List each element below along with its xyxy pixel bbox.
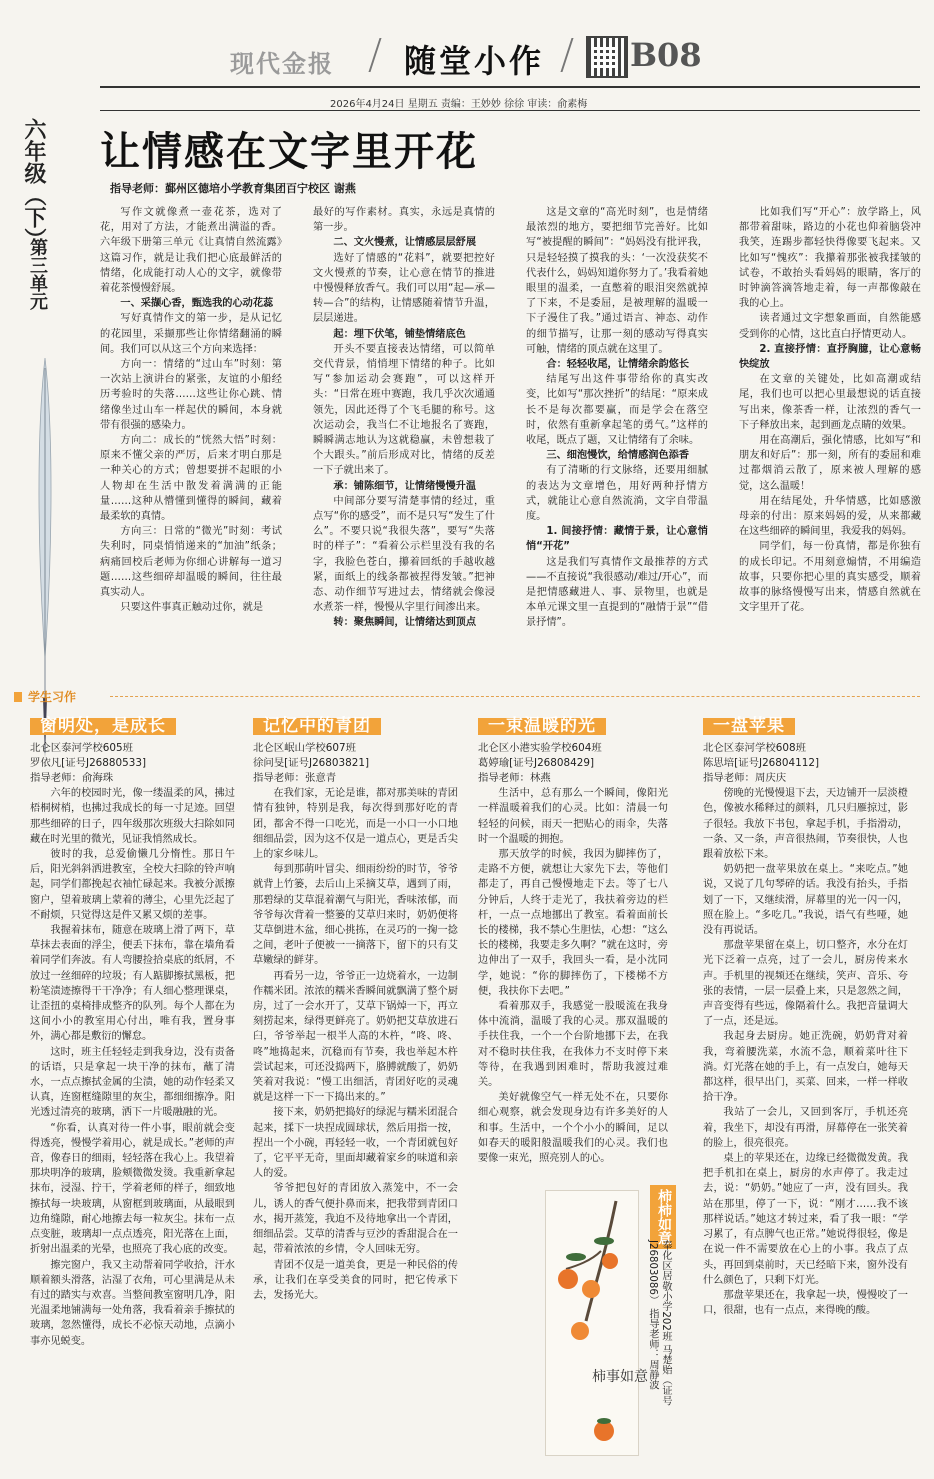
paragraph: 方向二：成长的“恍然大悟”时刻：原来不懂父亲的严厉，后来才明白那是一种关心的方式；曾想要拼不起眼的小人物却在生活中散发着满满的正能量……这种从懵懂到懂得的瞬间，藏着最柔软的真情。 <box>100 435 282 523</box>
paragraph: 我起身去厨房。她正洗碗，奶奶背对着我，弯着腰洗菜，水流不急，顺着菜叶往下淌。灯光落在她的手上，有一点发白，她每天都这样，很早出门，买菜、回来，一样一样收拾干净。 <box>703 1031 908 1104</box>
article-column-1 <box>100 205 282 615</box>
artwork-tag: 柿柿如意 <box>650 1185 676 1249</box>
paragraph: 方向一：情绪的“过山车”时刻：第一次站上演讲台的紧张，友谊的小船经历考验时的失落……这些让你心跳、情绪像坐过山车一样起伏的瞬间，本身就带有很强的感染力。 <box>100 359 282 431</box>
essay-author: 葛婷瑜[证号J26808429] <box>478 757 595 770</box>
qr-code-icon[interactable] <box>586 36 628 78</box>
subheading: 1. 间接抒情：藏情于景，让心意悄悄“开花” <box>526 526 708 553</box>
essay-school: 北仑区岷山学校607班 <box>253 742 356 755</box>
subheading: 2. 直接抒情：直抒胸臆，让心意畅快绽放 <box>739 343 921 371</box>
rule <box>100 86 920 88</box>
paragraph: 看着那双手，我感觉一股暖流在我身体中流淌，温暖了我的心灵。那双温暖的手扶住我，一个一个台阶地挪下去，在我对不稳时扶住我，在我体力不支时停下来等待，在我遇到困难时，帮助我渡过难关。 <box>478 1001 668 1089</box>
paragraph: 同学们，每一份真情，都是你独有的成长印记。不用刻意煽情，不用编造故事，只要你把心里的真实感受，顺着故事的脉络慢慢写出来，情感自然就在文字里开了花。 <box>739 541 921 614</box>
paragraph: 只要这件事真正触动过你，就是 <box>120 602 264 614</box>
divider-slash <box>368 38 381 72</box>
calligraphy-text: 柿事如意 <box>592 1369 648 1385</box>
masthead <box>0 0 934 90</box>
paragraph: 我握着抹布，随意在玻璃上滑了两下，草草抹去表面的浮尘，便丢下抹布，靠在墙角看着同学们奔波。有人弯腰捡拾桌底的纸屑，不放过一丝细碎的垃圾；有人踮脚擦拭黑板，把粉笔渍迹擦得干干净净；有人细心整理课桌，让歪扭的桌椅排成整齐的队列。每个人都在为这间小小的教室用心付出，唯有我，置身事外，满心都是敷衍的懈怠。 <box>30 925 235 1043</box>
article-headline: 让情感在文字里开花 <box>100 129 478 175</box>
paragraph: 方向三：日常的“微光”时刻：考试失利时，同桌悄悄递来的“加油”纸条；病痛回校后老师为你细心讲解每一道习题……这些细碎却温暖的瞬间，往往最真实动人。 <box>100 526 282 599</box>
paragraph: 比如我们写“开心”：放学路上，风都带着甜味，路边的小花也仰着脑袋冲我笑，连踢步都轻快得像要飞起来。又比如写“愧疚”：我攥着那张被我揉皱的试卷，不敢抬头看妈妈的眼睛，客厅的时钟滴答滴答地走着，每一声都像敲在我的心上。 <box>739 207 921 310</box>
unit-label: 第三单元 <box>27 238 48 310</box>
subheading: 合：轻轻收尾，让情绪余韵悠长 <box>546 359 690 371</box>
paragraph: 这时，班主任轻轻走到我身边，没有责备的话语，只是拿起一块干净的抹布，蘸了清水，一点点擦拭金属的尘渍，她的动作轻柔又认真，连窗框缝隙里的灰尘，都细细擦净。阳光透过清亮的玻璃，洒下一片暖融融的光。 <box>30 1046 235 1119</box>
paragraph: 再看另一边，爷爷正一边烧着水，一边制作糯米团。浓浓的糯米香瞬间就飘满了整个厨房，过了一会水开了，艾草下锅焯一下，再立刻捞起来，绿得更鲜亮了。奶奶把艾草放进石臼，爷爷举起一根半人高的木杵，“咚、咚、咚”地捣起来，沉稳而有节奏，我也举起木杵尝试起来，可还没捣两下，胳膊就酸了，奶奶笑着对我说：“慢工出细活，青团好吃的灵魂就是这样一下一下捣出来的。” <box>253 970 458 1104</box>
article-column-4 <box>739 205 921 615</box>
paragraph: 最好的写作素材。真实，永远是真情的第一步。 <box>313 207 495 234</box>
paragraph: 擦完窗户，我又主动帮着同学收拾，汗水顺着额头滑落，沾湿了衣角，可心里满是从未有过的踏实与欢喜。当整间教室窗明几净，阳光温柔地铺满每一处角落，我看着亲手擦拭的玻璃，忽然懂得，成长不必惊天动地，点滴小事亦见蜕变。 <box>30 1259 235 1347</box>
page-number: B08 <box>630 36 702 74</box>
student-section-label: 学生习作 <box>28 690 77 704</box>
paragraph: 那天放学的时候，我因为脚摔伤了，走路不方便，就想让大家先下去，等他们都走了，再自己慢慢地走下去。等了七八分钟后，人终于走光了，我扶着旁边的栏杆，一点一点地挪出了教室。看着面前长长的楼梯，我不禁心生胆怯，心想：“这么长的楼梯，我要走多久啊？”就在这时，旁边伸出了一双手，我回头一看，是小沈同学，她说：“你的脚摔伤了，下楼梯不方便，我扶你下去吧。” <box>478 849 668 997</box>
student-essay-3 <box>478 718 668 1166</box>
paragraph: 每到那萌叶冒尖、细雨纷纷的时节，爷爷就背上竹篓，去后山上采摘艾草，遇到了雨，那碧绿的艾草混着潮气与阳光，香味浓郁，而爷爷每次背着一整篓的艾草归来时，奶奶便将艾草倒进木盆，细心挑拣，在灵巧的一掬一捻之间，老叶子便被一一摘落下，留下的只有艾草嫩绿的鲜芽。 <box>253 864 458 967</box>
student-section-header <box>0 686 934 708</box>
student-essay-4 <box>703 718 908 1318</box>
divider-slash <box>560 38 573 72</box>
paragraph: 这是文章的“高光时刻”，也是情绪最浓烈的地方，要把细节完善好。比如写“被提醒的瞬间”：“妈妈没有批评我，只是轻轻摸了摸我的头：‘一次没获奖不代表什么，妈妈知道你努力了。’我看着她眼里的温柔，一直憋着的眼泪突然就掉了下来，不是委屈，是被理解的温暖一下子漫住了我。”通过语言、神态、动作的细节描写，让那一刻的感动写得真实可触，情绪的顶点就在这里了。 <box>526 207 708 355</box>
section-marker-icon <box>14 692 22 702</box>
paragraph: 开头不要直接表达情绪，可以简单交代背景，悄悄埋下情绪的种子。比如写“参加运动会赛跑”，可以这样开头：“日常在班中赛跑，我几乎次次通通领先，因此还得了个飞毛腿的称号。这次运动会，我当仁不让地报名了赛跑，瞬瞬满志地认为这就稳赢，未曾想栽了个大跟头。”前后形成对比，情绪的反差一下子就出来了。 <box>313 343 495 477</box>
paragraph: 桌上的苹果还在，边缘已经微微发黄。我把手机扣在桌上，厨房的水声停了。我走过去，说：“奶奶。”她应了一声，没有回头。我站在那里，停了一下，说：“刚才……我不该那样说话。”她这才转过来，看了我一眼：“学习累了，有点脾气也正常。”她说得很轻，像是在说一件不需要放在心上的小事。我点了点头，再回到桌前时，天已经暗下来，窗外没有什么颜色了，只剩下灯光。 <box>703 1153 908 1286</box>
paragraph: 写好真情作文的第一步，是从记忆的花园里，采撷那些让你情绪翻涌的瞬间。我们可以从这三个方向来选择： <box>100 313 282 355</box>
paragraph: 奶奶把一盘苹果放在桌上。“来吃点。”她说，又说了几句琴碎的话。我没有抬头，手指划了一下，又继续滑，屏幕里的光一闪一闪，照在脸上。“多吃几。”我说，语气有些哑，她没有再说话。 <box>703 864 908 937</box>
publication-name: 现代金报 <box>230 49 334 78</box>
dateline: 2026年4月24日 星期五 责编：王妙妙 徐徐 审读：俞素梅 <box>330 99 588 110</box>
article-column-2 <box>313 205 495 631</box>
section-heading: 三、细泡慢饮，给情感润色添香 <box>546 450 690 462</box>
paragraph: 美好就像空气一样无处不在，只要你细心观察，就会发现身边有许多美好的人和事。生活中，一个个小小的瞬间，足以如春天的暖阳般温暖我们的心灵。我们也要像一束光，照亮别人的心。 <box>478 1092 668 1165</box>
paragraph: 这是我们写真情作文最推荐的方式——不直接说“我很感动/难过/开心”，而是把情感藏进人、事、景物里，也就是本单元课文里一直提到的“融情于景”“借景抒情”。 <box>526 556 708 629</box>
grade-sidebar <box>14 118 56 678</box>
paragraph: 生活中，总有那么一个瞬间，像阳光一样温暖着我们的心灵。比如：清晨一句轻轻的问候，雨天一把贴心的雨伞，失落时一个温暖的拥抱。 <box>478 788 668 845</box>
essay-school: 北仑区小港实验学校604班 <box>478 742 602 755</box>
paragraph: 在文章的关键处，比如高潮或结尾，我们也可以把心里最想说的话直接写出来，像茶香一样，让浓烈的香气一下子释放出来，起到画龙点睛的效果。 <box>739 374 921 431</box>
paragraph: 用在高潮后，强化情感，比如写“和朋友和好后”：那一刻，所有的委屈和难过都烟消云散了，原来被人理解的感觉，这么温暖！ <box>739 435 921 492</box>
paragraph: 中间部分要写清楚事情的经过，重点写“你的感受”，而不是只写“发生了什么”。不要只说“我很失落”，要写“失落时的样子”：“看着公示栏里没有我的名字，我脸色苍白，攥着回纸的手越收越紧，面纸上的线条都被捏得发皱。”把神态、动作细节写进过去，情绪就会像浸水煮茶一样，慢慢从字里行间渗出来。 <box>313 495 495 614</box>
essay-author: 徐问旻[证号J26803821] <box>253 757 370 770</box>
essay-school: 北仑区泰河学校608班 <box>703 742 806 755</box>
essay-title: 一盘苹果 <box>703 718 795 735</box>
paragraph: 那盘苹果还在，我拿起一块，慢慢咬了一口，很甜，也有一点点，来得晚的酸。 <box>703 1289 908 1317</box>
student-essay-1 <box>30 718 235 1349</box>
essay-teacher: 指导老师：俞海珠 <box>30 772 114 785</box>
paragraph: 读者通过文字想象画面，自然能感受到你的心情，这比直白抒情更动人。 <box>739 313 921 340</box>
subheading: 承：铺陈细节，让情绪慢慢升温 <box>333 480 477 492</box>
paragraph: 用在结尾处，升华情感，比如感激母亲的付出：原来妈妈的爱，从来都藏在这些细碎的瞬间里，我爱我的妈妈。 <box>739 495 921 538</box>
student-essay-2 <box>253 718 458 1303</box>
paragraph: 那盘苹果留在桌上，切口整齐，水分在灯光下泛着一点亮，过了一会儿，厨房传来水声。手机里的视频还在继续，笑声、音乐、夸张的表情，一层一层叠上来，只是忽然之间，声音变得有些远，像隔着什么。我把音量调大了一点，还是远。 <box>703 940 908 1028</box>
article-column-3 <box>526 205 708 631</box>
paragraph: 结尾写出这件事带给你的真实改变，比如写“那次挫折”的结尾：“原来成长不是每次都要赢，而是学会在落空时，依然有重新拿起笔的勇气。”这样的收尾，既点了题，又让情绪有了余味。 <box>526 374 708 447</box>
paragraph: 在我们家，无论是谁，都对那美味的青团情有独钟，特别是我，每次得到那好吃的青团，都舍不得一口吃光，而是一小口一小口地细细品尝，因为这不仅是一道点心，更是舌尖上的家乡味儿。 <box>253 788 458 861</box>
essay-title: 窗明处，是成长 <box>30 718 176 735</box>
artwork-caption: 奉化区居敬小学202班 马楚贻（证号J26803086） 指导老师：周静波 <box>647 1240 671 1406</box>
essay-author: 陈思培[证号J26804112] <box>703 757 820 770</box>
paragraph: 彼时的我，总爱偷懒几分惰性。那日午后，阳光斜斜洒进教室，全校大扫除的铃声响起，同学们都挽起衣袖忙碌起来。我被分派擦窗户，望着玻璃上蒙着的薄尘，心里先泛起了不耐烦，只觉得这是件又累又烦的差事。 <box>30 849 235 921</box>
dashed-rule <box>110 696 920 697</box>
paragraph: 选好了情感的“花料”，就要把控好文火慢煮的节奏，让心意在情节的推进中慢慢释放香气。我们可以用“起—承—转—合”的结构，让情感随着情节升温，层层递进。 <box>313 252 495 325</box>
essay-author: 罗依凡[证号J26880533] <box>30 757 147 770</box>
essay-title: 一束温暖的光 <box>478 718 606 735</box>
grade-label: 六年级（下） <box>21 118 47 250</box>
paragraph: 青团不仅是一道美食，更是一种民俗的传承，让我们在享受美食的同时，把它传承下去，发扬光大。 <box>253 1259 458 1301</box>
subheading: 转：聚焦瞬间，让情绪达到顶点 <box>333 617 477 629</box>
paragraph: “你看，认真对待一件小事，眼前就会变得透亮，慢慢学着用心，就是成长。”老师的声音，像春日的细雨，轻轻落在我心上。我望着那块明净的玻璃，脸颊微微发烫。我重新拿起抹布，浸湿、拧干，学着老师的样子，细致地擦拭每一块玻璃，从窗框到玻璃面，从最眼到边角缝隙，耐心地擦去每一粒灰尘。抹布一点点变脏，玻璃却一点点透亮，阳光落在上面，折射出温柔的光晕，也照亮了我心底的改变。 <box>30 1122 235 1256</box>
essay-teacher: 指导老师：周庆庆 <box>703 772 787 785</box>
subheading: 起：埋下伏笔，铺垫情绪底色 <box>333 328 466 340</box>
essay-teacher: 指导老师：林燕 <box>478 772 551 785</box>
paragraph: 接下来，奶奶把捣好的绿泥与糯米团混合起来，揉下一块捏成圆球状，然后用指一按，捏出一个小碗，再轻轻一收，一个青团就包好了，它平平无奇，里面却藏着家乡的味道和亲人的爱。 <box>253 1107 458 1180</box>
section-title: 随堂小作 <box>404 42 545 80</box>
paragraph: 我站了一会儿，又回到客厅，手机还亮着，我坐下，却没有再滑，屏幕停在一张笑着的脸上，很亮很亮。 <box>703 1107 908 1149</box>
essay-title: 记忆中的青团 <box>253 718 381 735</box>
section-heading: 一、采撷心香，甄选我的心动花蕊 <box>120 298 274 310</box>
essay-school: 北仑区泰河学校605班 <box>30 742 133 755</box>
paragraph: 写作文就像煮一壶花茶，选对了花，用对了方法，才能煮出满溢的香。六年级下册第三单元《让真情自然流露》这篇习作，就是让我们把心底最鲜活的情绪，化成能打动人心的文字，就像带着花茶慢慢舒展。 <box>100 207 282 295</box>
article-teacher: 指导老师：鄞州区德培小学教育集团百宁校区 谢燕 <box>110 182 356 195</box>
paragraph: 爷爷把包好的青团放入蒸笼中，不一会儿，诱人的香气便扑鼻而来，把我带到青团口水，揭开蒸笼，我迫不及待地拿出一个青团，细细品尝。艾草的清香与豆沙的香甜混合在一起，带着浓浓的乡情，令人回味无穷。 <box>253 1183 458 1256</box>
section-heading: 二、文火慢煮，让情感层层舒展 <box>333 237 477 249</box>
paragraph: 六年的校园时光，像一缕温柔的风，拂过梧桐树梢，也拂过我成长的每一寸足迹。回望那些细碎的日子，四年级那次班级大扫除如同藏在时光里的微光，见证我悄然成长。 <box>30 788 235 845</box>
rule <box>100 110 920 111</box>
paragraph: 傍晚的光慢慢退下去，天边铺开一层淡橙色，像被水稀释过的颜料，几只归雁掠过，影子很轻。我放下书包，拿起手机，手指滑动，一条、又一条，声音很热闹，节奏很快，人也跟着放松下来。 <box>703 788 908 861</box>
essay-teacher: 指导老师：张意青 <box>253 772 337 785</box>
paragraph: 有了清晰的行文脉络，还要用细腻的表达为文章增色，用好两种抒情方式，就能让心意自然流淌，文字自带温度。 <box>526 465 708 523</box>
